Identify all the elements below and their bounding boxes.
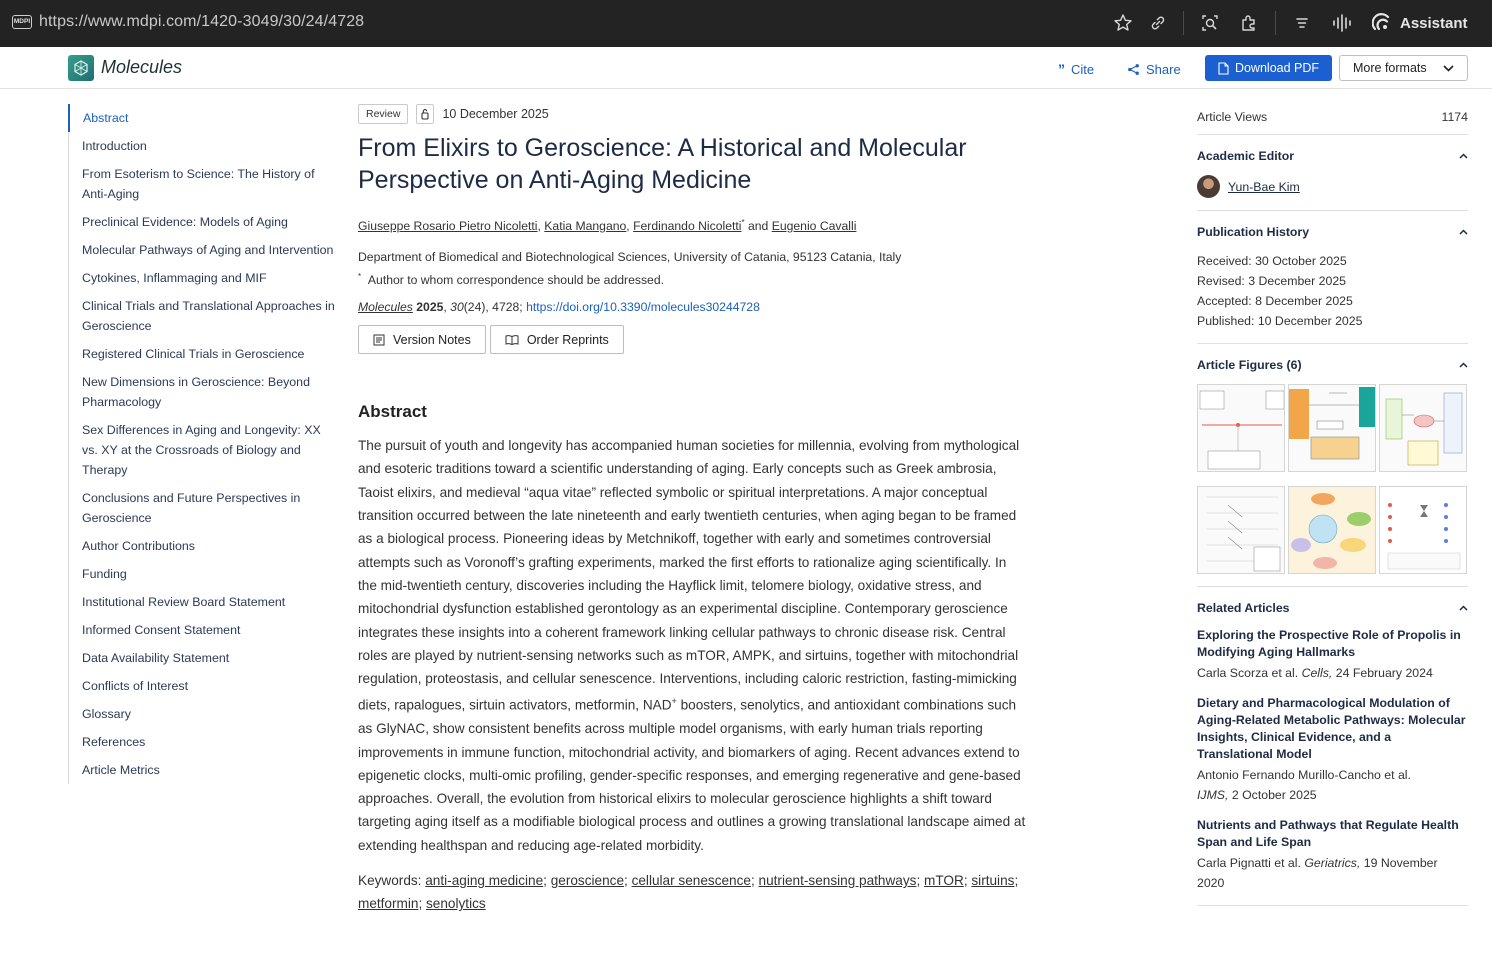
toc-item[interactable]: References bbox=[82, 735, 146, 749]
more-formats-label: More formats bbox=[1353, 61, 1427, 75]
assistant-button[interactable] bbox=[1372, 11, 1468, 35]
history-received: Received: 30 October 2025 bbox=[1197, 254, 1347, 268]
article-title: From Elixirs to Geroscience: A Historical and Molecular Perspective on Anti-Aging Medicine bbox=[358, 134, 967, 194]
article-figures-toggle[interactable] bbox=[1197, 358, 1468, 372]
avatar bbox=[1197, 175, 1220, 198]
keyword-link[interactable]: senolytics bbox=[426, 896, 486, 912]
keyword-link[interactable]: metformin bbox=[358, 896, 419, 912]
share-icon bbox=[1127, 63, 1140, 76]
related-article-journal: IJMS, bbox=[1197, 788, 1229, 802]
article-main bbox=[358, 103, 1026, 916]
related-article-journal: Cells, bbox=[1301, 666, 1333, 680]
views-label: Article Views bbox=[1197, 110, 1268, 124]
toc-item[interactable]: Cytokines, Inflammaging and MIF bbox=[82, 271, 267, 285]
toc-item[interactable]: Glossary bbox=[82, 707, 131, 721]
figure-thumbnail[interactable] bbox=[1197, 486, 1285, 574]
toc-item[interactable]: Preclinical Evidence: Models of Aging bbox=[82, 215, 288, 229]
journal-header bbox=[0, 47, 1492, 89]
toc-item[interactable]: Sex Differences in Aging and Longevity: XX vs. XY at the Crossroads of Biology and Therapy bbox=[82, 423, 321, 477]
related-article bbox=[1197, 627, 1468, 683]
history-list bbox=[1197, 251, 1468, 331]
related-article-date: 2 October 2025 bbox=[1231, 788, 1317, 802]
article-figures-heading: Article Figures (6) bbox=[1197, 358, 1302, 372]
related-articles-section bbox=[1197, 587, 1468, 906]
more-formats-dropdown[interactable] bbox=[1339, 55, 1468, 81]
address-bar[interactable]: https://www.mdpi.com/1420-3049/30/24/4728 bbox=[39, 13, 365, 30]
share-button[interactable] bbox=[1127, 56, 1181, 82]
related-article-date: 24 February 2024 bbox=[1335, 666, 1433, 680]
related-article-date: 19 November 2020 bbox=[1197, 856, 1438, 890]
corresponding-author-mark: * bbox=[741, 218, 745, 227]
pdf-file-icon bbox=[1218, 62, 1229, 75]
author-link[interactable]: Ferdinando Nicoletti bbox=[633, 219, 742, 234]
author-link[interactable]: Eugenio Cavalli bbox=[771, 219, 857, 234]
toc-item[interactable]: Molecular Pathways of Aging and Intervention bbox=[82, 243, 334, 257]
chevron-up-icon bbox=[1459, 153, 1468, 159]
star-icon[interactable] bbox=[1111, 11, 1135, 35]
history-revised: Revised: 3 December 2025 bbox=[1197, 274, 1347, 288]
version-notes-label: Version Notes bbox=[393, 332, 471, 347]
link-icon[interactable] bbox=[1146, 11, 1170, 35]
journal-name[interactable]: Molecules bbox=[101, 57, 183, 77]
author-link[interactable]: Katia Mangano bbox=[544, 219, 627, 234]
abstract-superscript: + bbox=[671, 696, 677, 707]
toc-item[interactable]: Article Metrics bbox=[82, 763, 160, 777]
toc-item[interactable]: Clinical Trials and Translational Approaches in Geroscience bbox=[82, 299, 335, 333]
version-notes-button[interactable] bbox=[358, 325, 486, 354]
publication-history-toggle[interactable] bbox=[1197, 225, 1468, 239]
keywords: Keywords: anti-aging medicine; geroscience; cellular senescence; nutrient-sensing pathways; mTOR; sirtuins; metformin; senolytics bbox=[358, 873, 1019, 912]
browser-toolbar bbox=[0, 0, 1492, 47]
cite-year: 2025 bbox=[416, 300, 444, 315]
article-type-badge: Review bbox=[358, 104, 408, 124]
article-actions bbox=[358, 325, 1026, 354]
download-pdf-label: Download PDF bbox=[1234, 61, 1320, 75]
related-articles-list bbox=[1197, 627, 1468, 893]
publication-history-section bbox=[1197, 211, 1468, 344]
related-article-authors: Carla Scorza et al. bbox=[1197, 666, 1299, 680]
publication-history-heading: Publication History bbox=[1197, 225, 1310, 239]
figure-thumbnail[interactable] bbox=[1379, 486, 1467, 574]
open-access-icon bbox=[416, 104, 434, 124]
related-article-authors: Antonio Fernando Murillo-Cancho et al. bbox=[1197, 768, 1411, 782]
order-reprints-button[interactable] bbox=[490, 325, 624, 354]
author-link[interactable]: Giuseppe Rosario Pietro Nicoletti bbox=[358, 219, 538, 234]
toc-item[interactable]: From Esoterism to Science: The History of Anti-Aging bbox=[82, 167, 315, 201]
chevron-up-icon bbox=[1459, 362, 1468, 368]
keyword-link[interactable]: mTOR bbox=[924, 873, 964, 888]
toc-item[interactable]: Funding bbox=[82, 567, 127, 581]
cite-label: Cite bbox=[1071, 61, 1095, 77]
journal-logo-icon[interactable] bbox=[68, 55, 94, 81]
publication-date: 10 December 2025 bbox=[442, 106, 549, 121]
quote-icon: ” bbox=[1058, 61, 1065, 77]
toc-item[interactable]: Conclusions and Future Perspectives in Geroscience bbox=[82, 491, 301, 525]
toc-item[interactable]: Introduction bbox=[82, 139, 147, 153]
chevron-up-icon bbox=[1459, 605, 1468, 611]
related-article-title[interactable]: Nutrients and Pathways that Regulate Health Span and Life Span bbox=[1197, 818, 1459, 849]
related-articles-toggle[interactable] bbox=[1197, 601, 1468, 615]
related-article bbox=[1197, 817, 1468, 893]
figure-thumbnail[interactable] bbox=[1288, 486, 1376, 574]
reading-list-icon[interactable] bbox=[1290, 11, 1314, 35]
history-accepted: Accepted: 8 December 2025 bbox=[1197, 294, 1353, 308]
toc-item[interactable]: Informed Consent Statement bbox=[82, 623, 241, 637]
abstract-heading: Abstract bbox=[358, 402, 427, 422]
abstract-text bbox=[358, 434, 1026, 857]
editor-link[interactable]: Yun-Bae Kim bbox=[1228, 179, 1300, 194]
figure-thumbnail[interactable] bbox=[1197, 384, 1285, 472]
article-views bbox=[1197, 104, 1468, 135]
cite-journal[interactable]: Molecules bbox=[358, 300, 413, 315]
related-article-meta bbox=[1197, 853, 1468, 893]
toc-item[interactable]: Registered Clinical Trials in Geroscience bbox=[82, 347, 305, 361]
order-reprints-label: Order Reprints bbox=[526, 332, 609, 347]
table-of-contents bbox=[68, 104, 338, 784]
toc-item[interactable]: Institutional Review Board Statement bbox=[82, 595, 286, 609]
correspondence-mark: * bbox=[358, 272, 362, 282]
site-favicon-icon: MDPI bbox=[12, 15, 32, 29]
assistant-icon bbox=[1372, 13, 1392, 33]
citation-line: Molecules 2025, 30(24), 4728; https://doi.org/10.3390/molecules30244728 bbox=[358, 300, 760, 315]
related-articles-heading: Related Articles bbox=[1197, 601, 1290, 615]
keyword-link[interactable]: nutrient-sensing pathways bbox=[758, 873, 917, 888]
academic-editor-toggle[interactable] bbox=[1197, 149, 1468, 163]
related-article bbox=[1197, 695, 1468, 805]
correspondence-text: Author to whom correspondence should be addressed. bbox=[367, 273, 664, 288]
academic-editor-section bbox=[1197, 135, 1468, 211]
cite-issue-pages: (24), 4728; bbox=[463, 300, 523, 315]
page-search-icon[interactable] bbox=[1198, 11, 1222, 35]
affiliation-text: Department of Biomedical and Biotechnological Sciences, University of Catania, 95123 Catania, Italy bbox=[358, 250, 902, 265]
author-list: Giuseppe Rosario Pietro Nicoletti, Katia Mangano, Ferdinando Nicoletti* and Eugenio Cavalli bbox=[358, 218, 857, 234]
toc-item-abstract[interactable]: Abstract bbox=[68, 104, 338, 132]
toc-item[interactable]: New Dimensions in Geroscience: Beyond Pharmacology bbox=[82, 375, 310, 409]
abstract-part-2: boosters, senolytics, and antioxidant combinations such as GlyNAC, show consistent benefits across multiple model organisms, with early human trials reporting improvements in immune function, mitochondrial activity, and biomarkers of aging. Recent advances extend to epigenetic clocks, multi-omic profiling, gender-specific responses, and emerging regenerative and gene-based approaches. Overall, the evolution from historical elixirs to molecular geroscience highlights a shift toward targeting aging itself as a modifiable biological process and outlines a growing translational landscape aimed at extending healthspan and reducing age-related morbidity. bbox=[358, 697, 1026, 853]
correspondence-note bbox=[358, 267, 1026, 290]
related-article-journal: Geriatrics, bbox=[1304, 856, 1361, 870]
figure-thumbnail[interactable] bbox=[1379, 384, 1467, 472]
toc-item[interactable]: Conflicts of Interest bbox=[82, 679, 189, 693]
chevron-up-icon bbox=[1459, 229, 1468, 235]
article-sidebar bbox=[1197, 104, 1468, 906]
toc-item[interactable]: Data Availability Statement bbox=[82, 651, 230, 665]
abstract-part-1: The pursuit of youth and longevity has accompanied human societies for millennia, evolving from mythological and esoteric traditions toward a scientific understanding of aging. Early concepts such as Greek ambrosia, Taoist elixirs, and medieval “aqua vitae” reflected symbolic or spiritual interpretations. A major conceptual transition occurred between the late nineteenth and early twentieth centuries, when aging began to be framed as a biological process. Pioneering ideas by Metchnikoff, together with early and sometimes controversial attempts such as Voronoff’s grafting experiments, marked the first efforts to rationalize aging scientifically. In the mid-twentieth century, discoveries including the Hayflick limit, telomere biology, oxidative stress, and mitochondrial dysfunction established gerontology as an experimental discipline. Contemporary geroscience integrates these insights into a coherent framework linking cellular pathways to chronic disease risk. Central roles are played by nutrient-sensing networks such as mTOR, AMPK, and sirtuins, together with mitochondrial regulation, proteostasis, and cellular senescence. Interventions, including caloric restriction, fasting-mimicking diets, rapalogues, sirtuin activators, metformin, NAD bbox=[358, 438, 1020, 713]
academic-editor-heading: Academic Editor bbox=[1197, 149, 1295, 163]
book-icon bbox=[505, 334, 519, 346]
doi-link[interactable]: https://doi.org/10.3390/molecules30244728 bbox=[526, 300, 760, 315]
cite-volume: 30 bbox=[450, 300, 464, 315]
related-article-meta bbox=[1197, 765, 1468, 805]
related-article-authors: Carla Pignatti et al. bbox=[1197, 856, 1301, 870]
keyword-link[interactable]: sirtuins bbox=[971, 873, 1015, 888]
and-word: and bbox=[747, 219, 769, 234]
affiliation bbox=[358, 247, 1026, 290]
notes-icon bbox=[373, 334, 385, 346]
related-article-meta bbox=[1197, 663, 1468, 683]
related-article-title[interactable]: Exploring the Prospective Role of Propolis in Modifying Aging Hallmarks bbox=[1197, 628, 1461, 659]
assistant-label: Assistant bbox=[1400, 14, 1468, 32]
voice-icon[interactable] bbox=[1330, 11, 1354, 35]
download-pdf-button[interactable] bbox=[1205, 55, 1332, 81]
history-published: Published: 10 December 2025 bbox=[1197, 314, 1363, 328]
figure-grid bbox=[1197, 384, 1468, 574]
keyword-link[interactable]: anti-aging medicine bbox=[425, 873, 544, 888]
cite-button[interactable] bbox=[1058, 56, 1094, 82]
article-meta bbox=[358, 103, 1026, 124]
chevron-down-icon bbox=[1443, 65, 1454, 72]
views-count: 1174 bbox=[1441, 110, 1468, 124]
share-label: Share bbox=[1146, 61, 1181, 77]
keyword-link[interactable]: cellular senescence bbox=[631, 873, 751, 888]
extensions-icon[interactable] bbox=[1237, 11, 1261, 35]
related-article-title[interactable]: Dietary and Pharmacological Modulation of Aging-Related Metabolic Pathways: Molecular Insights, Clinical Evidence, and a Translational Model bbox=[1197, 696, 1466, 761]
figure-thumbnail[interactable] bbox=[1288, 384, 1376, 472]
keyword-link[interactable]: geroscience bbox=[550, 873, 625, 888]
toc-item[interactable]: Author Contributions bbox=[82, 539, 195, 553]
keywords-label: Keywords: bbox=[358, 873, 422, 888]
editor-entry bbox=[1197, 175, 1468, 198]
article-figures-section bbox=[1197, 344, 1468, 587]
